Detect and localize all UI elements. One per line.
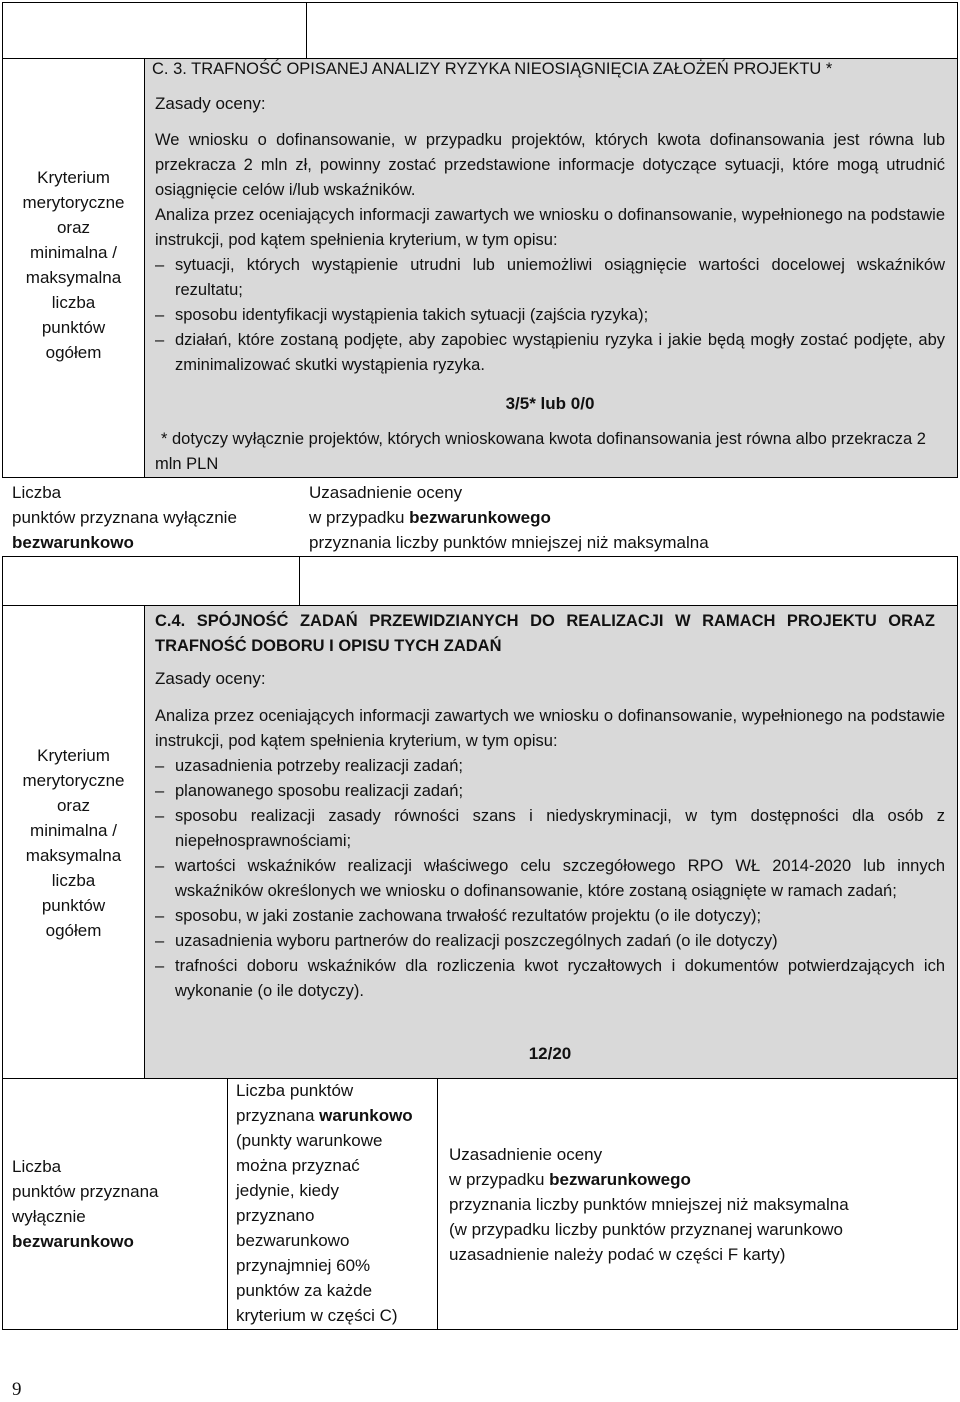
section2-label-line: merytoryczne — [22, 771, 125, 790]
section1-list — [155, 253, 945, 378]
section2-body — [155, 704, 945, 1004]
section1-points-input-cell[interactable] — [2, 556, 300, 606]
section2-points-line: wyłącznie — [12, 1207, 86, 1226]
section2-label-line: ogółem — [45, 921, 102, 940]
section2-justification-line: przyznania liczby punktów mniejszej niż maksymalna — [449, 1195, 849, 1214]
section2-list-item: – sposobu realizacji zasady równości szans i niedyskryminacji, w tym dostępności dla osób z niepełnosprawnościami; — [155, 804, 945, 854]
section2-conditional-label — [236, 1078, 434, 1328]
section1-rules-heading: Zasady oceny: — [155, 94, 266, 113]
section2-list-item: – sposobu, w jaki zostanie zachowana trwałość rezultatów projektu (o ile dotyczy); — [155, 904, 945, 929]
section2-cond-line: można przyznać — [236, 1156, 360, 1175]
section2-list-item: – uzasadnienia potrzeby realizacji zadań; — [155, 754, 945, 779]
section2-rules-heading: Zasady oceny: — [155, 669, 266, 688]
page-number: 9 — [12, 1379, 22, 1400]
section1-label-line: ogółem — [45, 343, 102, 362]
section1-justification-text: w przypadku — [309, 508, 410, 527]
section2-paragraph: Analiza przez oceniających informacji zawartych we wniosku o dofinansowanie, wypełnionego na podstawie instrukcji, pod kątem spełnienia kryterium, w tym opisu: — [155, 707, 945, 750]
section1-label-line: maksymalna — [25, 268, 122, 287]
section2-points-line: Liczba — [12, 1157, 62, 1176]
section1-top-left-cell — [2, 2, 307, 59]
section1-list-item: – sytuacji, których wystąpienie utrudni lub uniemożliwi osiągnięcie wartości docelowej wskaźników rezultatu; — [155, 253, 945, 303]
section2-label-line: maksymalna — [25, 846, 122, 865]
section2-score: 12/20 — [528, 1044, 572, 1063]
section1-label-line: oraz — [56, 218, 91, 237]
section1-points-line: Liczba — [12, 483, 62, 502]
section2-cond-line: punktów za każde — [236, 1281, 373, 1300]
section1-label-line: Kryterium — [37, 168, 110, 187]
section2-label-line: Kryterium — [37, 746, 110, 765]
section1-list-item: – działań, które zostaną podjęte, aby zapobiec wystąpieniu ryzyka i jakie będą mogły zostać podjęte, aby zminimalizować skutki wystąpienia ryzyka. — [155, 328, 945, 378]
section1-label-line: punktów — [41, 318, 106, 337]
section2-label-line: liczba — [51, 871, 96, 890]
section2-cond-line: bezwarunkowo — [236, 1231, 350, 1250]
section1-label-line: liczba — [51, 293, 96, 312]
section1-justification-line — [309, 505, 949, 530]
section2-justification-line: Uzasadnienie oceny — [449, 1145, 603, 1164]
section1-title: C. 3. TRAFNOŚĆ OPISANEJ ANALIZY RYZYKA NIEOSIĄGNIĘCIA ZAŁOŻEŃ PROJEKTU * — [152, 60, 833, 78]
section2-justification-label — [449, 1142, 949, 1267]
section1-justification-label — [309, 480, 949, 555]
section1-justification-input-cell[interactable] — [299, 556, 958, 606]
section2-points-line: punktów przyznana — [12, 1182, 159, 1201]
section2-points-line: bezwarunkowo — [12, 1232, 134, 1251]
section2-list-item: – wartości wskaźników realizacji właściwego celu szczegółowego RPO WŁ 2014-2020 lub innych wskaźników określonych we wniosku o dofinansowanie, które zostaną osiągnięte w ramach zadań; — [155, 854, 945, 904]
section2-label-line: minimalna / — [30, 821, 117, 840]
section2-cond-line: (punkty warunkowe — [236, 1131, 383, 1150]
section2-justification-line — [449, 1167, 949, 1192]
section2-list-item: – trafności doboru wskaźników dla rozliczenia kwot ryczałtowych i dokumentów potwierdzających ich wykonanie (o ile dotyczy). — [155, 954, 945, 1004]
section1-footnote: * dotyczy wyłącznie projektów, których wnioskowana kwota dofinansowania jest równa albo przekracza 2 mln PLN — [155, 430, 926, 473]
section1-criterion-label — [6, 165, 141, 365]
section2-justification-line: (w przypadku liczby punktów przyznanej warunkowo — [449, 1220, 844, 1239]
section2-list-item: – uzasadnienia wyboru partnerów do realizacji poszczególnych zadań (o ile dotyczy) — [155, 929, 945, 954]
section2-cond-emphasis: warunkowo — [319, 1106, 413, 1125]
section1-label-line: minimalna / — [30, 243, 117, 262]
section1-points-line: punktów przyznana wyłącznie — [12, 508, 237, 527]
section2-justification-line: uzasadnienie należy podać w części F karty) — [449, 1245, 786, 1264]
section2-cond-line: kryterium w części C) — [236, 1306, 398, 1325]
section1-top-right-cell — [306, 2, 958, 59]
section2-cond-line: Liczba punktów — [236, 1081, 354, 1100]
section2-points-label — [12, 1154, 222, 1254]
section2-list-item: – planowanego sposobu realizacji zadań; — [155, 779, 945, 804]
section1-score: 3/5* lub 0/0 — [505, 394, 595, 413]
section2-cond-line: jedynie, kiedy — [236, 1181, 340, 1200]
section1-points-label — [12, 480, 302, 555]
section1-label-line: merytoryczne — [22, 193, 125, 212]
section2-cond-text: przyznana — [236, 1106, 320, 1125]
section2-list — [155, 754, 945, 1004]
section1-list-item: – sposobu identyfikacji wystąpienia takich sytuacji (zajścia ryzyka); — [155, 303, 945, 328]
section2-cond-line: przyznano — [236, 1206, 315, 1225]
section1-body — [155, 128, 945, 378]
section1-justification-line: Uzasadnienie oceny — [309, 483, 463, 502]
section2-criterion-label — [6, 743, 141, 943]
section1-paragraph1: We wniosku o dofinansowanie, w przypadku projektów, których kwota dofinansowania jest równa lub przekracza 2 mln zł, powinny zostać przedstawione informacje dotyczące sytuacji, które mogą utrudnić osiągnięcie celów i/lub wskaźników. — [155, 131, 945, 199]
section2-justification-text: w przypadku — [449, 1170, 550, 1189]
section2-title: C.4. SPÓJNOŚĆ ZADAŃ PRZEWIDZIANYCH DO REALIZACJI W RAMACH PROJEKTU ORAZ TRAFNOŚĆ DOBORU I OPISU TYCH ZADAŃ — [155, 612, 935, 655]
section1-justification-emphasis: bezwarunkowego — [409, 508, 551, 527]
section1-paragraph2: Analiza przez oceniających informacji zawartych we wniosku o dofinansowanie, wypełnionego na podstawie instrukcji, pod kątem spełnienia kryterium, w tym opisu: — [155, 206, 945, 249]
section2-cond-line — [236, 1103, 434, 1128]
section1-points-line: bezwarunkowo — [12, 533, 134, 552]
section2-label-line: oraz — [56, 796, 91, 815]
section2-label-line: punktów — [41, 896, 106, 915]
section1-justification-line: przyznania liczby punktów mniejszej niż maksymalna — [309, 533, 709, 552]
section2-justification-emphasis: bezwarunkowego — [549, 1170, 691, 1189]
section2-cond-line: przynajmniej 60% — [236, 1256, 371, 1275]
